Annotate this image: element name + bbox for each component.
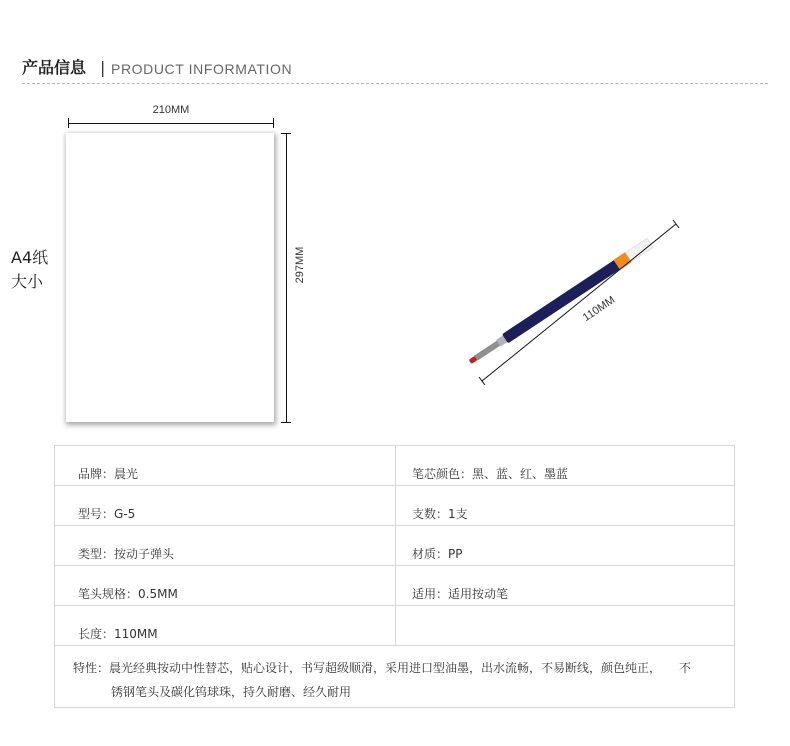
spec-label: 笔芯颜色	[412, 466, 461, 481]
table-row	[55, 446, 734, 486]
spec-label: 笔头规格	[78, 586, 127, 601]
spec-label: 支数	[412, 506, 437, 521]
spec-label: 型号	[78, 506, 103, 521]
dimension-tick	[479, 377, 485, 385]
spec-value: 适用按动笔	[448, 586, 509, 601]
spec-length: 长度 ： 110MM	[78, 626, 158, 641]
table-row	[55, 566, 734, 606]
spec-features	[55, 646, 734, 707]
dimension-tick	[281, 422, 291, 423]
paper-size-caption	[11, 246, 61, 294]
paper-size-caption-line1: A4纸	[11, 248, 49, 267]
spec-model: 型号 ： G-5	[78, 506, 136, 521]
spec-nib-size: 笔头规格 ： 0.5MM	[78, 586, 178, 601]
feature-text-1: 晨光经典按动中性替芯，贴心设计，书写超级顺滑，采用进口型油墨，出水流畅，不易断线，颜色纯正， 不	[109, 661, 692, 675]
refill-tail-tube	[625, 238, 653, 262]
section-title-cn: 产品信息	[22, 58, 87, 77]
spec-value: PP	[448, 546, 463, 561]
paper-width-label: 210MM	[152, 104, 190, 116]
a4-paper-illustration	[66, 133, 274, 422]
paper-height-label: 297MM	[294, 246, 306, 284]
spec-ink-color: 笔芯颜色 ： 黑、蓝、红、墨蓝	[395, 446, 734, 485]
paper-height-dimension	[281, 133, 291, 423]
dimension-line	[482, 224, 676, 381]
spec-label: 适用	[412, 586, 437, 601]
spec-table	[54, 445, 735, 708]
feature-text-2: 锈钢笔头及碳化钨球珠，持久耐磨、经久耐用	[111, 685, 352, 699]
dimension-tick	[273, 118, 274, 128]
spec-material: 材质 ： PP	[395, 526, 734, 565]
spec-value: 0.5MM	[138, 586, 178, 601]
spec-compatible: 适用 ： 适用按动笔	[395, 566, 734, 605]
spec-label: 类型	[78, 546, 103, 561]
spec-value: 黑、蓝、红、墨蓝	[472, 466, 569, 481]
paper-width-dimension	[68, 118, 274, 128]
spec-count: 支数 ： 1支	[395, 486, 734, 525]
spec-label: 材质	[412, 546, 437, 561]
refill-illustration	[455, 195, 695, 395]
section-header	[22, 58, 768, 84]
spec-value: 按动子弹头	[114, 546, 175, 561]
dimension-tick	[673, 220, 679, 228]
spec-value: 1支	[448, 506, 468, 521]
dimension-line	[68, 123, 274, 124]
table-row	[55, 526, 734, 566]
spec-label: 长度	[78, 626, 103, 641]
spec-type: 类型 ： 按动子弹头	[78, 546, 175, 561]
section-title-en: PRODUCT INFORMATION	[111, 61, 293, 77]
spec-label: 品牌	[78, 466, 103, 481]
table-row	[55, 486, 734, 526]
spec-value: G-5	[114, 506, 136, 521]
paper-size-caption-line2: 大小	[11, 272, 44, 291]
dimension-tick	[281, 133, 291, 134]
spec-value: 晨光	[114, 466, 139, 481]
spec-brand: 品牌 ： 晨光	[78, 466, 139, 481]
feature-line-1: 特性：晨光经典按动中性替芯，贴心设计，书写超级顺滑，采用进口型油墨，出水流畅，不易断线，颜色纯正， 不	[73, 661, 692, 675]
dimension-tick	[68, 118, 69, 128]
table-row	[55, 606, 734, 646]
dimension-line	[286, 133, 287, 423]
spec-value: 110MM	[114, 626, 158, 641]
refill-body-group	[467, 238, 654, 367]
feature-label: 特性	[73, 661, 98, 675]
spec-empty-cell	[395, 606, 734, 645]
refill-length-label: 110MM	[580, 293, 618, 325]
title-separator: |	[100, 58, 106, 77]
